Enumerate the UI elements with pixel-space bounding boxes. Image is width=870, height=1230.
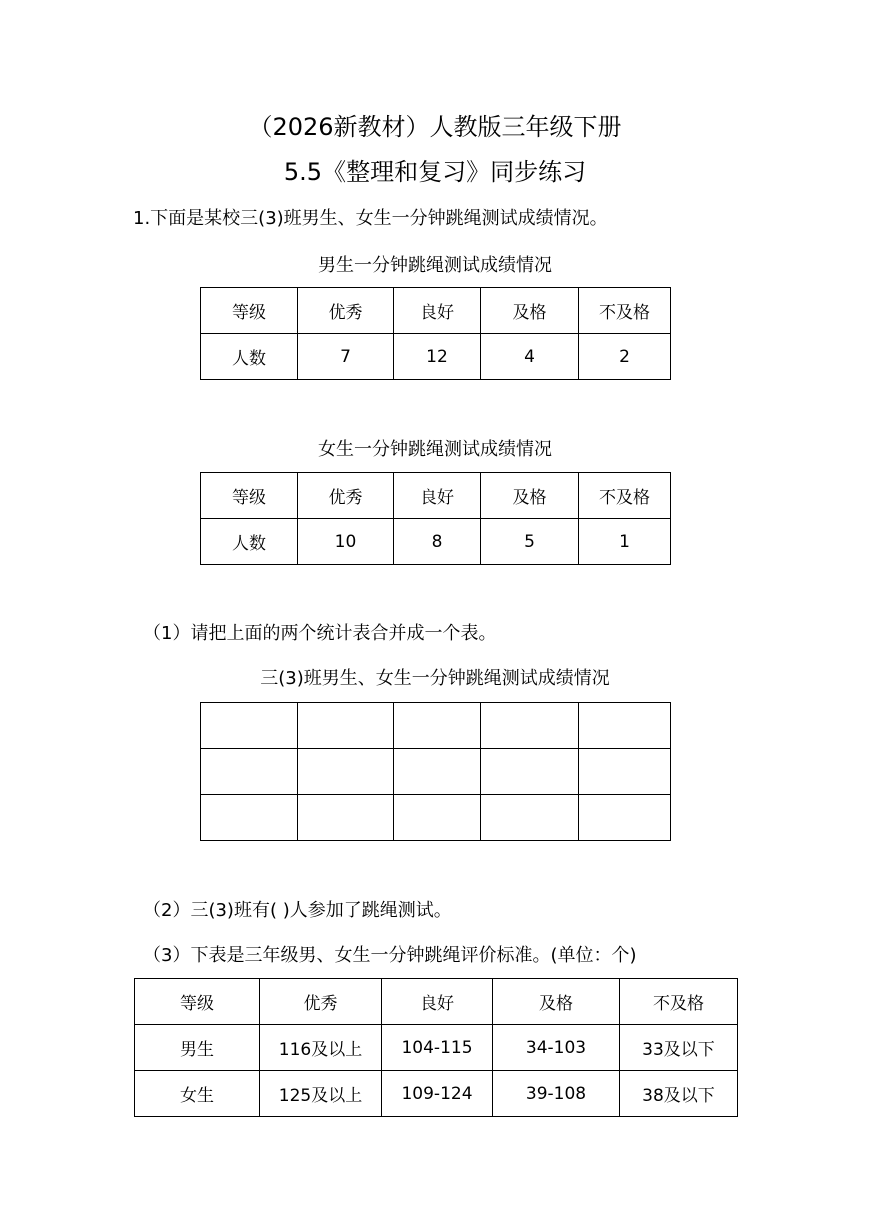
table-cell: 不及格: [579, 288, 671, 334]
table-cell: 人数: [201, 519, 298, 565]
blank-cell[interactable]: [579, 795, 671, 841]
table-row: [201, 795, 671, 841]
table-cell: 优秀: [298, 473, 394, 519]
table-cell: 优秀: [260, 979, 382, 1025]
table-cell: 等级: [201, 473, 298, 519]
blank-cell[interactable]: [481, 795, 579, 841]
table-cell: 男生: [135, 1025, 260, 1071]
blank-cell[interactable]: [579, 703, 671, 749]
blank-cell[interactable]: [298, 703, 394, 749]
blank-cell[interactable]: [579, 749, 671, 795]
table-row: [201, 519, 671, 565]
girls-table-caption: 女生一分钟跳绳测试成绩情况: [318, 439, 552, 460]
table-row: [135, 1071, 738, 1117]
blank-cell[interactable]: [394, 749, 481, 795]
table-cell: 及格: [481, 288, 579, 334]
combined-blank-table: [200, 702, 671, 841]
blank-cell[interactable]: [394, 795, 481, 841]
table-row: [201, 288, 671, 334]
blank-cell[interactable]: [298, 749, 394, 795]
table-row: [201, 473, 671, 519]
table-cell: 女生: [135, 1071, 260, 1117]
table-cell: 125及以上: [260, 1071, 382, 1117]
blank-cell[interactable]: [298, 795, 394, 841]
table-cell: 38及以下: [620, 1071, 738, 1117]
table-cell: 不及格: [620, 979, 738, 1025]
table-row: [135, 979, 738, 1025]
girls-score-table: [200, 472, 671, 565]
table-cell: 及格: [493, 979, 620, 1025]
table-row: [201, 749, 671, 795]
table-cell: 34-103: [493, 1025, 620, 1071]
combined-table-caption: 三(3)班男生、女生一分钟跳绳测试成绩情况: [260, 668, 610, 689]
table-cell: 10: [298, 519, 394, 565]
table-cell: 良好: [394, 288, 481, 334]
boys-score-table: [200, 287, 671, 380]
table-cell: 39-108: [493, 1071, 620, 1117]
table-cell: 2: [579, 334, 671, 380]
blank-cell[interactable]: [394, 703, 481, 749]
table-cell: 及格: [481, 473, 579, 519]
table-cell: 良好: [382, 979, 493, 1025]
table-cell: 良好: [394, 473, 481, 519]
table-cell: 12: [394, 334, 481, 380]
blank-cell[interactable]: [201, 703, 298, 749]
table-cell: 人数: [201, 334, 298, 380]
table-row: [201, 703, 671, 749]
table-cell: 7: [298, 334, 394, 380]
table-cell: 不及格: [579, 473, 671, 519]
document-title: （2026新教材）人教版三年级下册: [248, 113, 622, 141]
boys-table-caption: 男生一分钟跳绳测试成绩情况: [318, 255, 552, 276]
blank-cell[interactable]: [201, 749, 298, 795]
table-cell: 等级: [201, 288, 298, 334]
table-row: [201, 334, 671, 380]
table-cell: 5: [481, 519, 579, 565]
table-row: [135, 1025, 738, 1071]
sub-question-3-prompt: （3）下表是三年级男、女生一分钟跳绳评价标准。(单位：个): [143, 945, 637, 966]
sub-question-1-prompt: （1）请把上面的两个统计表合并成一个表。: [143, 623, 497, 644]
table-cell: 116及以上: [260, 1025, 382, 1071]
table-cell: 4: [481, 334, 579, 380]
table-cell: 109-124: [382, 1071, 493, 1117]
question-1-prompt: 1.下面是某校三(3)班男生、女生一分钟跳绳测试成绩情况。: [133, 208, 608, 229]
table-cell: 优秀: [298, 288, 394, 334]
sub-question-2-prompt: （2）三(3)班有( )人参加了跳绳测试。: [143, 900, 452, 921]
blank-cell[interactable]: [481, 749, 579, 795]
table-cell: 等级: [135, 979, 260, 1025]
table-cell: 1: [579, 519, 671, 565]
blank-cell[interactable]: [201, 795, 298, 841]
document-subtitle: 5.5《整理和复习》同步练习: [283, 158, 587, 186]
table-cell: 8: [394, 519, 481, 565]
table-cell: 104-115: [382, 1025, 493, 1071]
standard-table: [134, 978, 738, 1117]
blank-cell[interactable]: [481, 703, 579, 749]
table-cell: 33及以下: [620, 1025, 738, 1071]
